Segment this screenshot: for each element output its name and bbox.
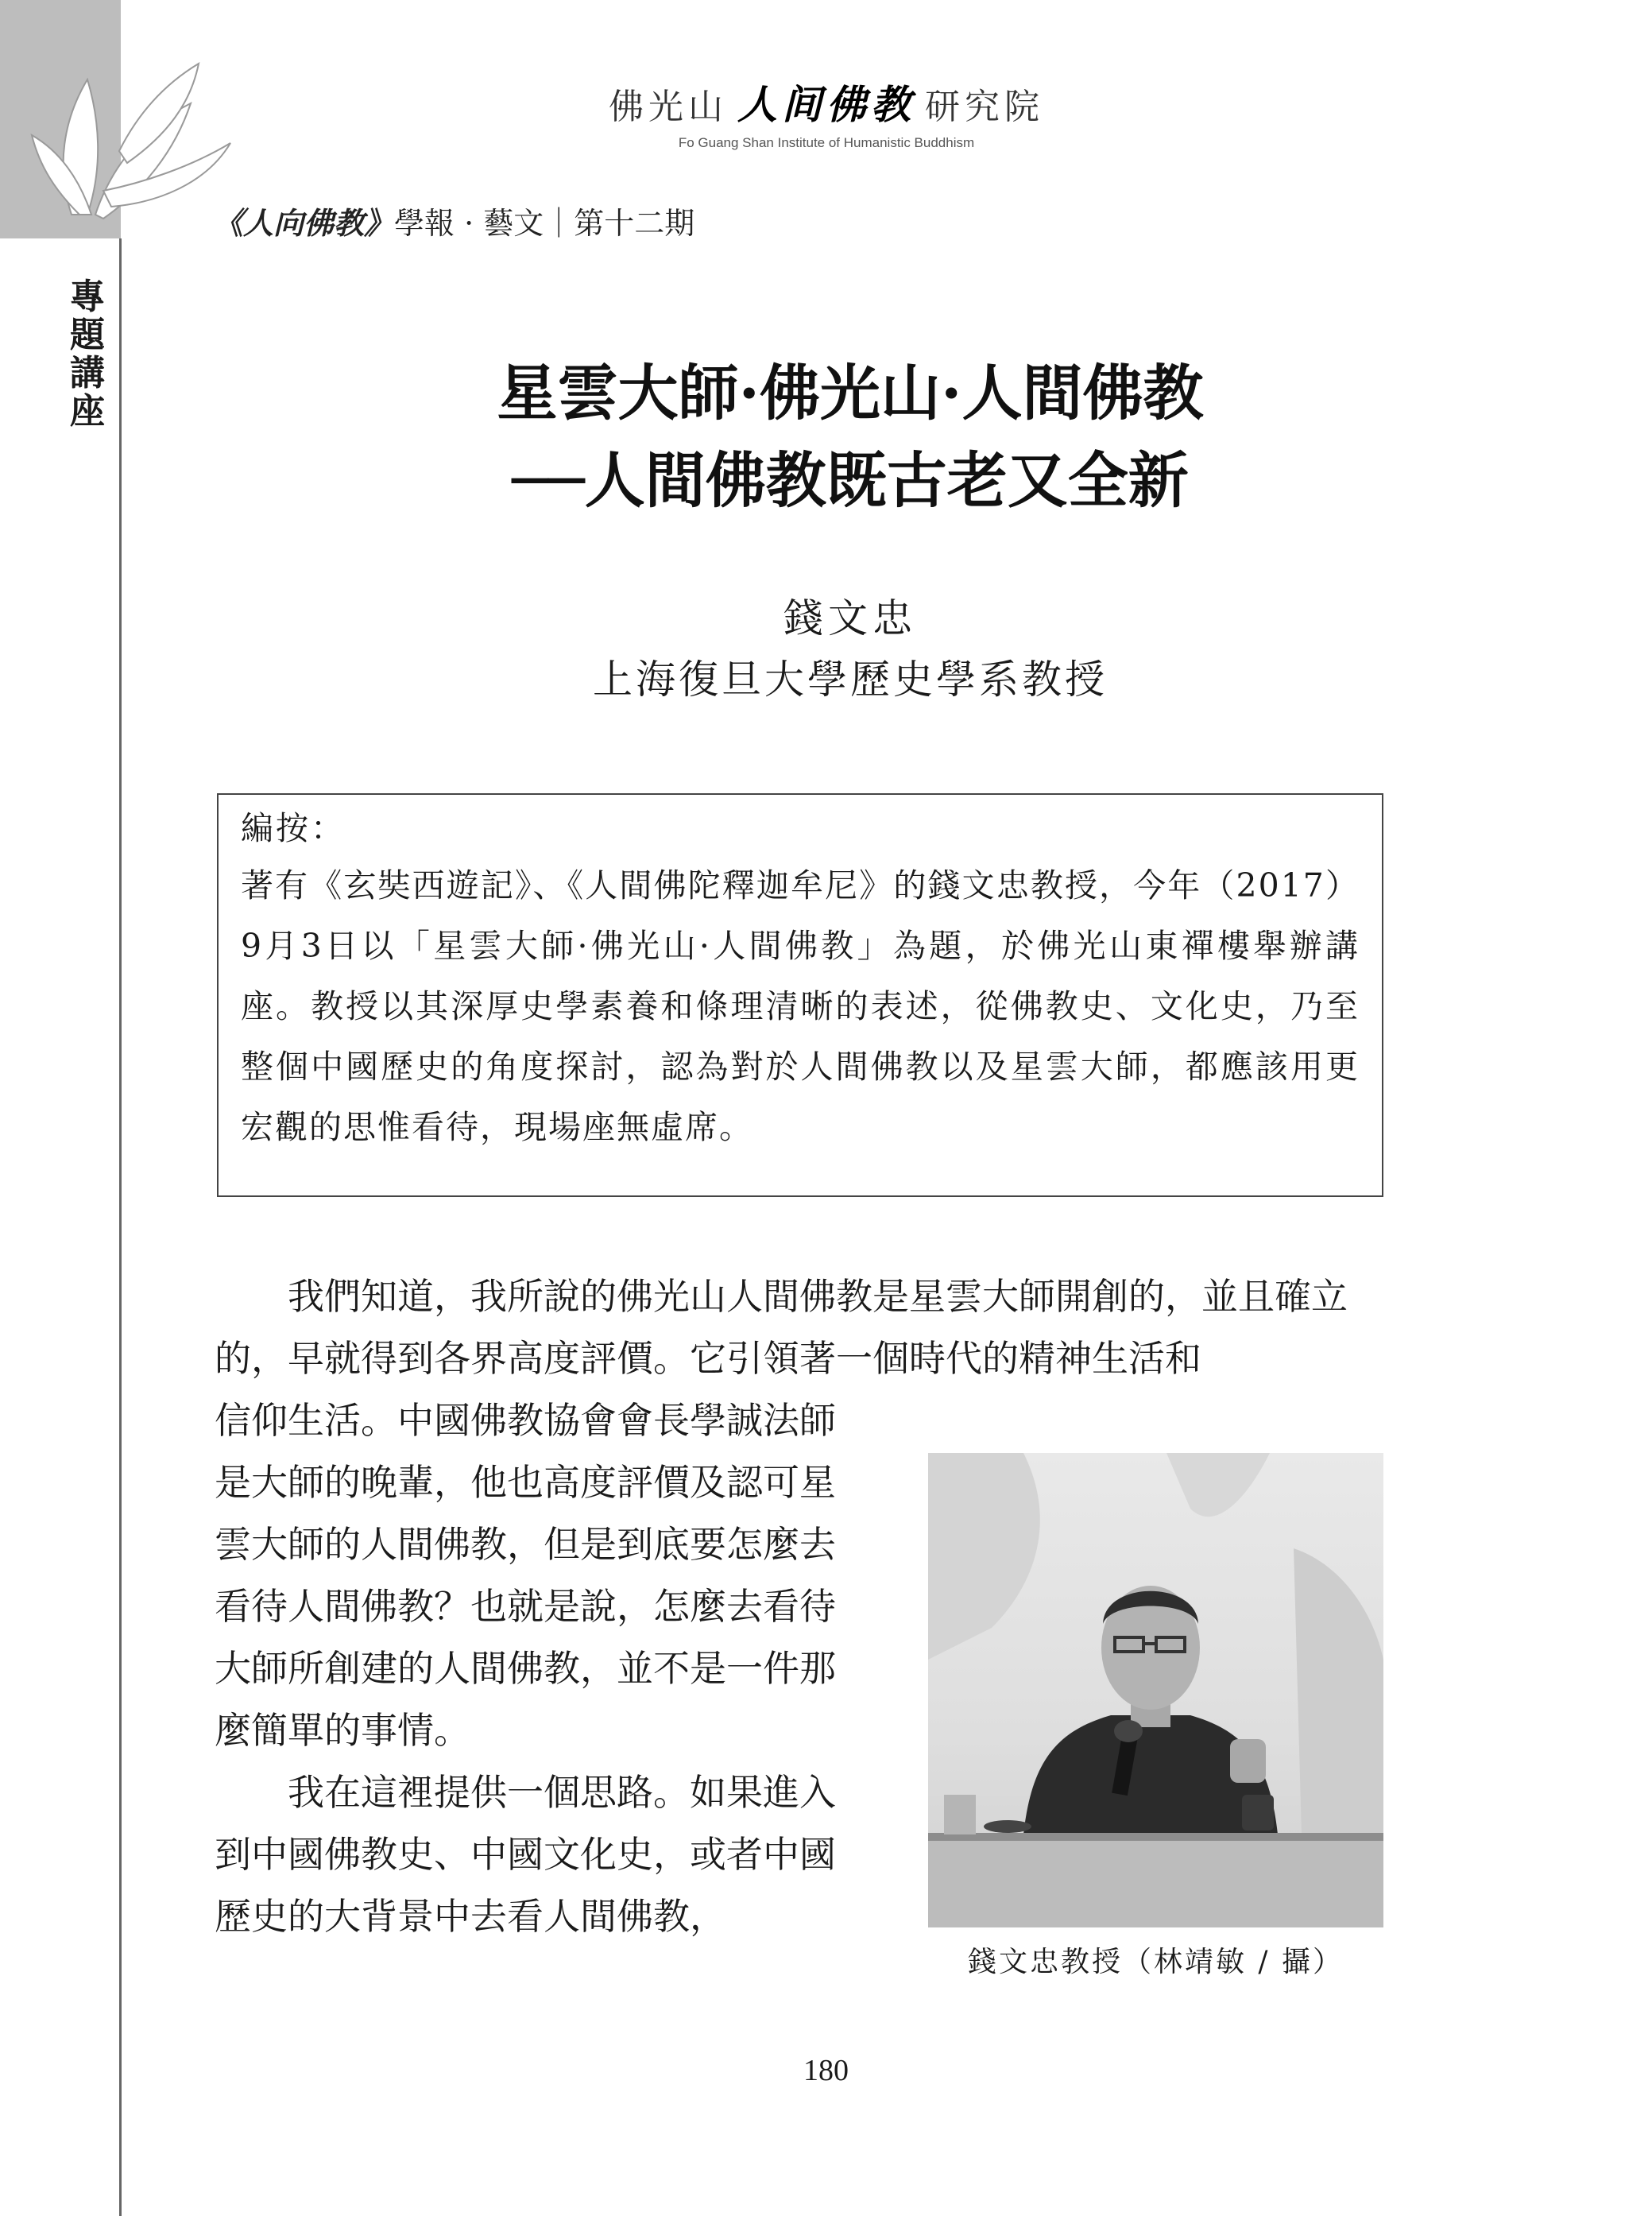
editor-note-label: 編按： xyxy=(241,809,346,847)
editor-note-text: 著有《玄奘西遊記》、《人間佛陀釋迦牟尼》的錢文忠教授，今年（2017）9月3日以「星雲大師·佛光山·人間佛教」為題，於佛光山東禪樓舉辦講座。教授以其深厚史學素養和條理清晰的表述，從佛教史、文化史，乃至整個中國歷史的角度探討，認為對於人間佛教以及星雲大師，都應該用更宏觀的思惟看待，現場座無虛席。 xyxy=(241,866,1360,1146)
author-name: 錢文忠 xyxy=(783,595,917,641)
title-line-1: 星雲大師·佛光山·人間佛教 xyxy=(497,358,1204,428)
institute-header xyxy=(572,73,1081,151)
body-text-column xyxy=(215,1389,866,1947)
photo-caption: 錢文忠教授（林靖敏 / 攝） xyxy=(967,1946,1344,1978)
title-line-2: ──人間佛教既古老又全新 xyxy=(512,445,1189,516)
editor-note-box xyxy=(217,793,1383,1197)
lotus-flower-icon xyxy=(24,32,238,231)
section-label: 專題講座 xyxy=(70,277,105,432)
article-title xyxy=(318,350,1383,525)
side-rule xyxy=(119,238,122,2216)
lecturer-photo-illustration xyxy=(928,1453,1383,1927)
journal-issue: 學報 · 藝文｜第十二期 xyxy=(394,206,695,241)
body-paragraph-1-start: 我們知道，我所說的佛光山人間佛教是星雲大師開創的，並且確立的，早就得到各界高度評價。它引領著一個時代的精神生活和 xyxy=(215,1275,1348,1380)
institute-brand-logo: 人间佛教 xyxy=(737,82,915,128)
institute-english-name: Fo Guang Shan Institute of Humanistic Buddhism xyxy=(678,135,975,150)
body-paragraph-1-continued: 信仰生活。中國佛教協會會長學誠法師是大師的晚輩，他也高度評價及認可星雲大師的人間佛教，但是到底要怎麼去看待人間佛教？也就是說，怎麼去看待大師所創建的人間佛教，並不是一件那麼簡單的事情。 xyxy=(215,1399,836,1752)
body-paragraph-2: 我在這裡提供一個思路。如果進入到中國佛教史、中國文化史，或者中國歷史的大背景中去看人間佛教， xyxy=(215,1771,836,1938)
institute-prefix: 佛光山 xyxy=(609,87,728,127)
page-number: 180 xyxy=(803,2054,849,2087)
body-text-full-width xyxy=(215,1265,1384,1389)
lecturer-photo xyxy=(928,1453,1383,1927)
institute-suffix: 研究院 xyxy=(925,87,1044,127)
journal-line xyxy=(213,199,694,242)
institute-title xyxy=(572,73,1081,130)
author-affiliation: 上海復旦大學歷史學系教授 xyxy=(593,657,1108,703)
journal-brand: 《人向佛教》 xyxy=(213,205,395,241)
